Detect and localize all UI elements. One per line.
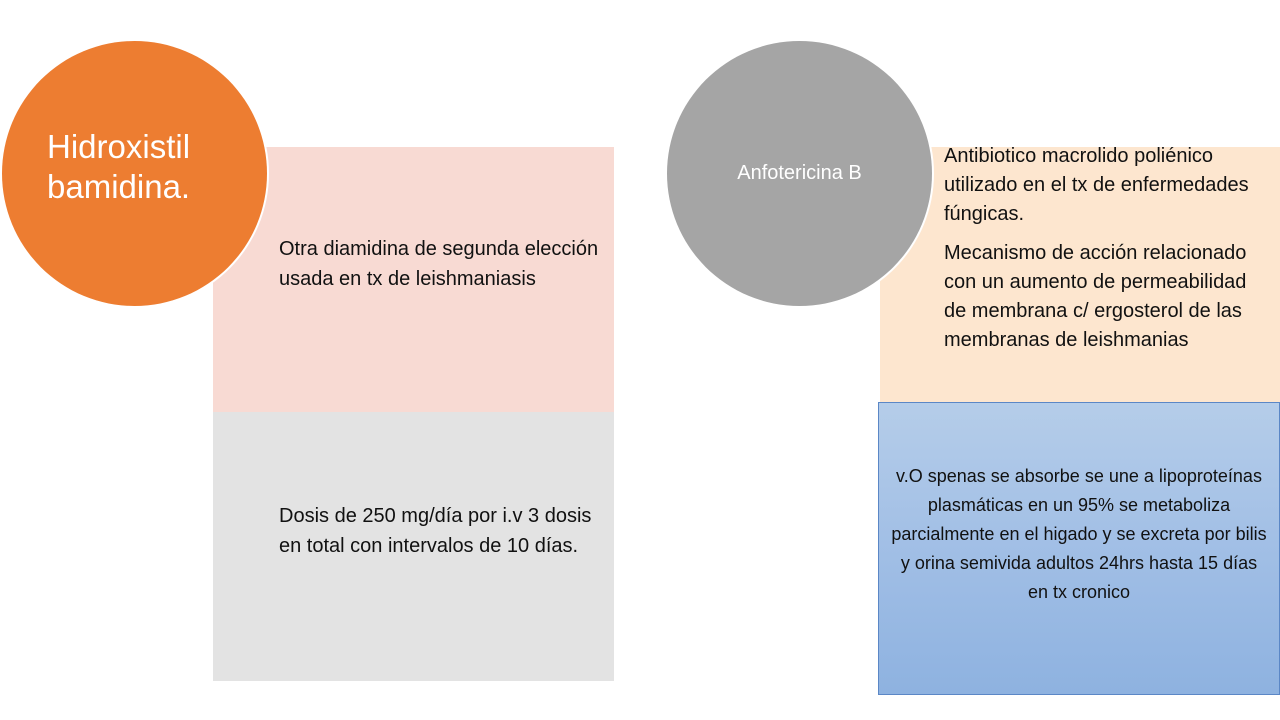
hidroxistil-title: Hidroxistil bamidina.: [47, 128, 191, 205]
hidroxistil-title-circle: [2, 41, 267, 306]
anfotericina-paragraph-1: Antibiotico macrolido poliénico utilizado en el tx de enfermedades fúngicas.: [944, 147, 1249, 225]
hidroxistil-description-box: [213, 147, 614, 412]
anfotericina-pharmacokinetics-text: v.O spenas se absorbe se une a lipoproteínas plasmáticas en un 95% se metaboliza parcialmente en el higado y se excreta por bilis y orina semivida adultos 24hrs hasta 15 días en tx cronico: [891, 466, 1267, 602]
hidroxistil-dosage-box: [213, 412, 614, 681]
hidroxistil-description-text: Otra diamidina de segunda elección usada en tx de leishmaniasis: [279, 238, 599, 290]
hidroxistil-dosage-text: Dosis de 250 mg/día por i.v 3 dosis en total con intervalos de 10 días.: [279, 505, 592, 557]
anfotericina-title: Anfotericina B: [737, 162, 862, 184]
anfotericina-title-circle: [667, 41, 932, 306]
anfotericina-paragraph-2: Mecanismo de acción relacionado con un aumento de permeabilidad de membrana c/ ergosterol de las membranas de leishmanias: [944, 242, 1247, 351]
anfotericina-pharmacokinetics-box: [878, 402, 1280, 695]
anfotericina-description-text: [944, 147, 1274, 365]
anfotericina-description-box: [880, 147, 1280, 403]
